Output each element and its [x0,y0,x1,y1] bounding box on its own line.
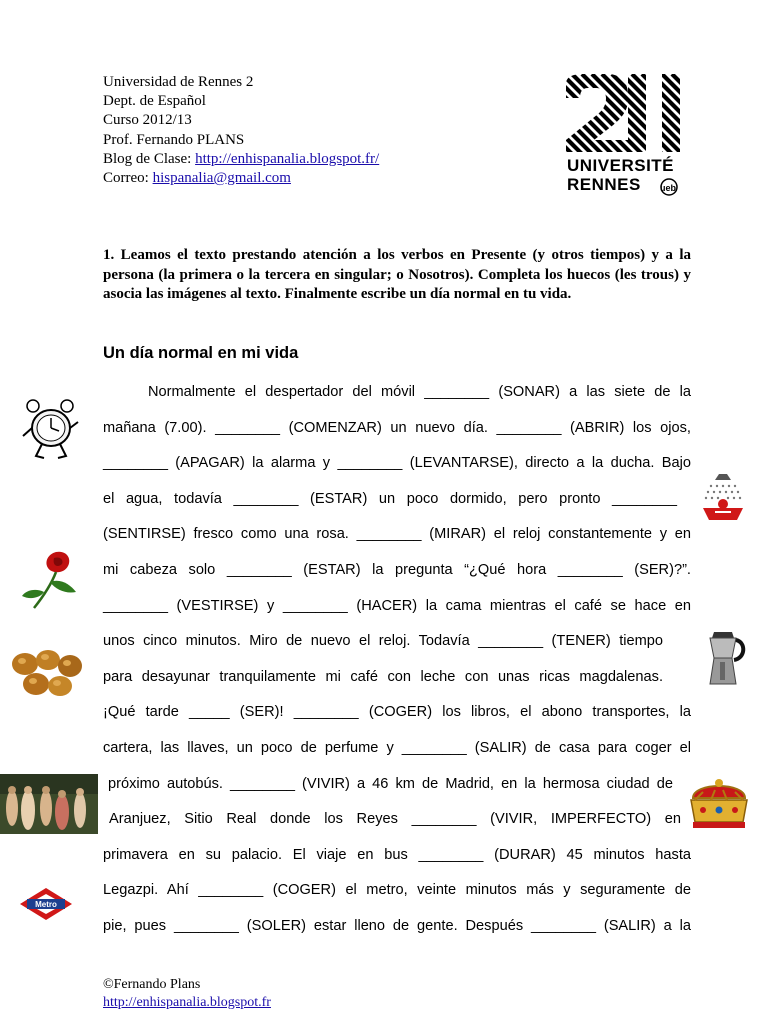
ueb-badge-text: ueb [659,183,677,193]
text-line: ________ (VESTIRSE) y ________ (HACER) la cama mientras el café se hace en [103,597,691,614]
header-block [103,73,379,188]
footer-link[interactable]: http://enhispanalia.blogspot.fr [103,995,271,1010]
blog-label: Blog de Clase: [103,150,196,167]
muffins-icon [8,648,84,700]
mail-line [103,169,379,188]
course-year: Curso 2012/13 [103,112,192,129]
text-line: pie, pues ________ (SOLER) estar lleno de gente. Después ________ (SALIR) a la [103,917,691,934]
footer-copyright: ©Fernando Plans [103,977,201,992]
text-line: próximo autobús. ________ (VIVIR) a 46 km de Madrid, en la hermosa ciudad de [108,775,673,792]
mail-label: Correo: [103,170,153,187]
logo-line-1: UNIVERSITÉ [567,156,675,175]
text-line: (SENTIRSE) fresco como una rosa. ________ (MIRAR) el reloj constantemente y en [103,526,691,543]
metro-sign-text: Metro [35,900,57,909]
blog-line [103,150,379,169]
text-line: primavera en su palacio. El viaje en bus ________ (DURAR) 45 minutos hasta [103,846,691,863]
text-line: cartera, las llaves, un poco de perfume y ________ (SALIR) de casa para coger el [103,739,691,756]
logo-line-2: RENNES [567,175,641,194]
exercise-instructions: 1. Leamos el texto prestando atención a los verbos en Presente (y otros tiempos) y a la persona (la primera o la tercera en singular; o Nosotros). Completa los huecos (les trous) y asocia las imágenes al texto. Finalmente escribe un día normal en tu vida. [103,247,691,302]
text-title: Un día normal en mi vida [103,344,299,362]
text-line: ________ (APAGAR) la alarma y ________ (LEVANTARSE), directo a la ducha. Bajo [103,455,691,472]
rose-icon [20,548,80,612]
alarm-clock-icon [20,398,82,462]
footer [103,976,271,1012]
exercise-text [103,375,691,945]
mail-link[interactable]: hispanalia@gmail.com [152,170,291,187]
text-line: ¡Qué tarde _____ (SER)! ________ (COGER) los libros, el abono transportes, la [103,704,691,721]
text-line: Normalmente el despertador del móvil ________ (SONAR) a las siete de la [148,384,691,400]
text-line: el agua, todavía ________ (ESTAR) un poco dormido, pero pronto ________ [103,490,677,507]
text-line: mi cabeza solo ________ (ESTAR) la pregunta “¿Qué hora ________ (SER)?”. [103,561,691,578]
text-line: unos cinco minutos. Miro de nuevo el reloj. Todavía ________ (TENER) tiempo [103,633,663,650]
department: Dept. de Español [103,93,206,110]
botticelli-painting-icon [0,774,98,834]
moka-pot-icon [700,628,748,688]
text-line: para desayunar tranquilamente mi café con leche con unas ricas magdalenas. [103,668,663,685]
metro-sign-icon [18,886,74,922]
blog-link[interactable]: http://enhispanalia.blogspot.fr/ [195,150,380,167]
university-name: Universidad de Rennes 2 [103,74,254,90]
shower-icon [697,472,749,526]
professor: Prof. Fernando PLANS [103,131,245,148]
text-line: mañana (7.00). ________ (COMENZAR) un nuevo día. ________ (ABRIR) los ojos, [103,419,691,436]
crown-icon [683,778,755,836]
text-line: Aranjuez, Sitio Real donde los Reyes ________ (VIVIR, IMPERFECTO) en [109,811,681,828]
text-line: Legazpi. Ahí ________ (COGER) el metro, veinte minutos más y seguramente de [103,882,691,899]
ueb-badge-icon [657,177,679,197]
